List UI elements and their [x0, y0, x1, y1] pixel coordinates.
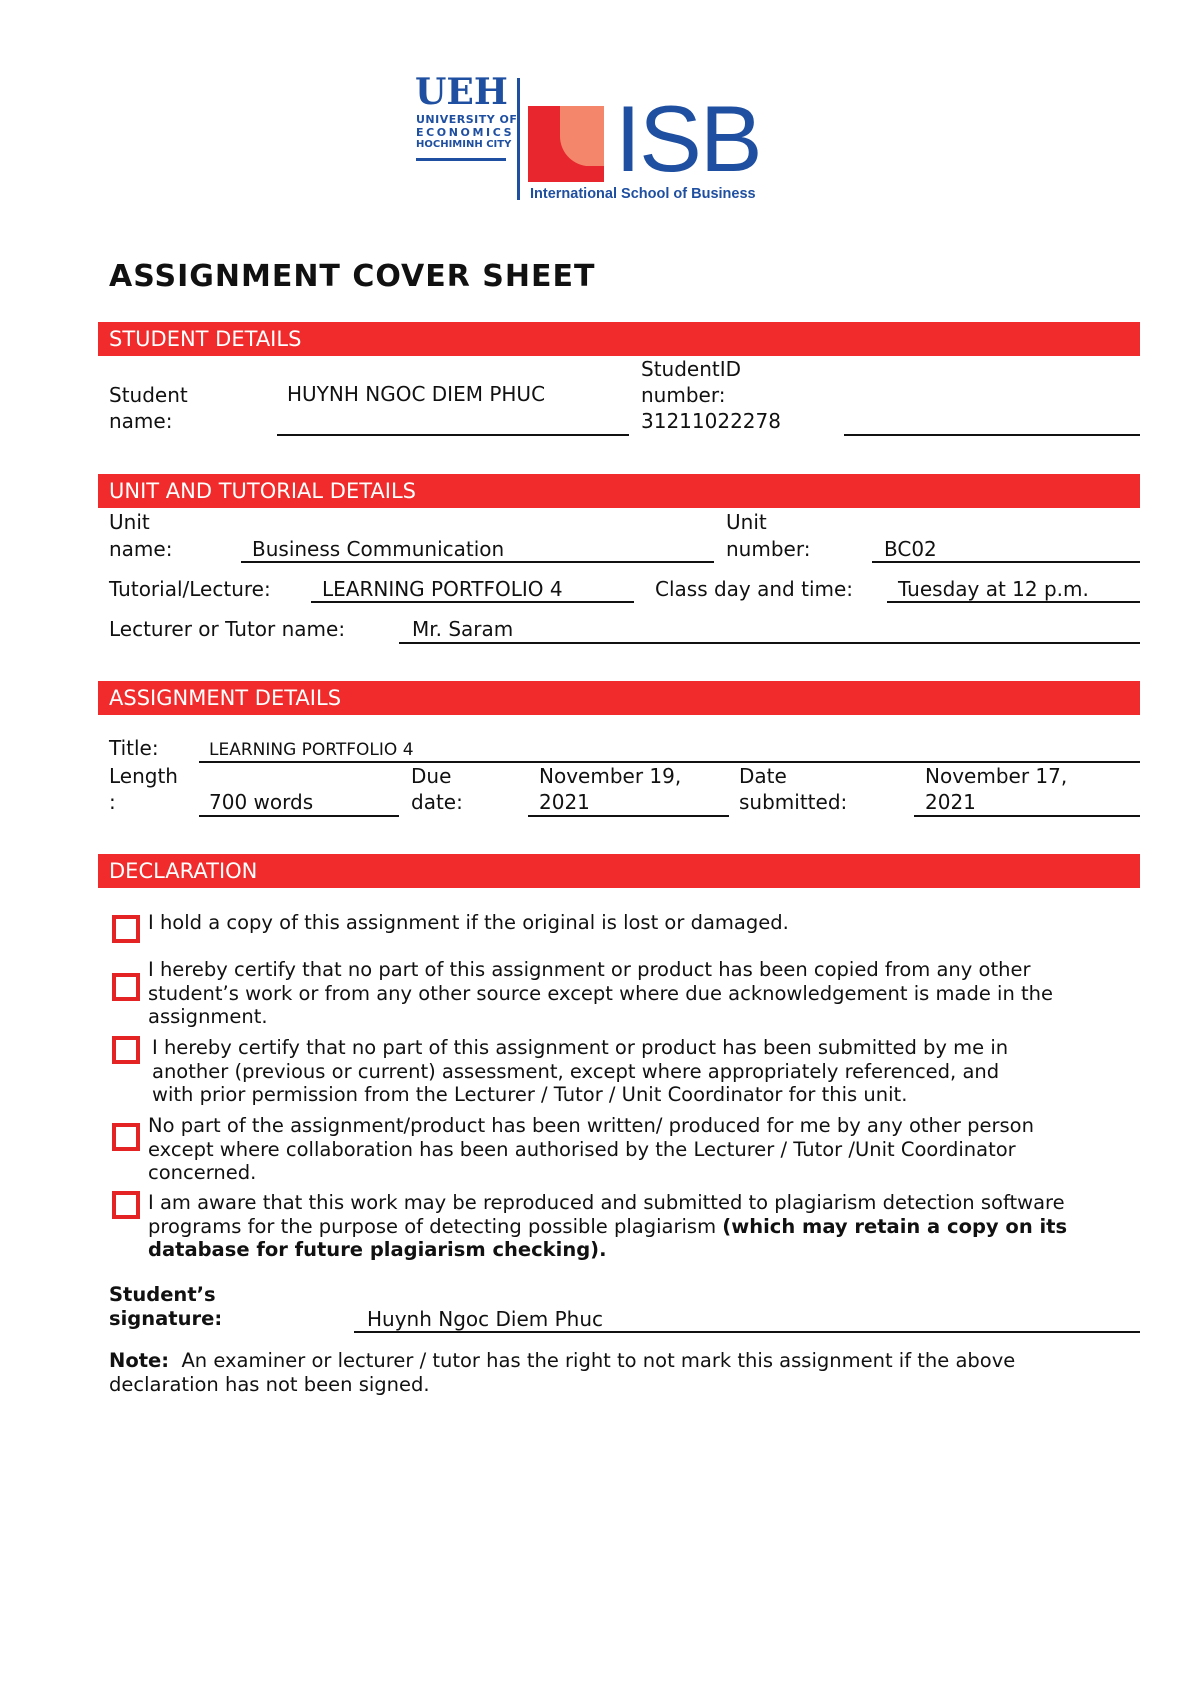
note-label: Note:	[109, 1349, 170, 1372]
due-date-label-1: Due	[411, 764, 452, 788]
tutorial-value[interactable]: LEARNING PORTFOLIO 4	[322, 577, 563, 601]
declaration-checkbox-4[interactable]	[112, 1123, 140, 1151]
declaration-checkbox-3[interactable]	[112, 1036, 140, 1064]
tutorial-underline	[311, 601, 634, 603]
ueh-mark: UEH	[415, 71, 508, 113]
date-submitted-label-1: Date	[739, 764, 787, 788]
due-date-label-2: date:	[411, 790, 463, 814]
class-time-underline	[887, 601, 1140, 603]
due-date-value-2[interactable]: 2021	[539, 790, 590, 814]
declaration-item-2-line-3: assignment.	[148, 1005, 268, 1028]
due-date-value-1[interactable]: November 19,	[539, 764, 682, 788]
declaration-item-3-line-1: I hereby certify that no part of this assignment or product has been submitted by me in	[152, 1036, 1009, 1059]
length-label-2: :	[109, 790, 116, 814]
student-name-label-1: Student	[109, 383, 188, 407]
unit-name-value[interactable]: Business Communication	[252, 537, 505, 561]
unit-name-underline	[241, 561, 714, 563]
declaration-item-2-line-2: student’s work or from any other source except where due acknowledgement is made in the	[148, 981, 1054, 1005]
student-id-label-2: number:	[641, 383, 726, 407]
page-title: ASSIGNMENT COVER SHEET	[109, 259, 596, 294]
tutorial-label: Tutorial/Lecture:	[109, 577, 271, 601]
class-time-label: Class day and time:	[655, 577, 854, 601]
signature-underline	[354, 1331, 1140, 1333]
student-id-label-1: StudentID	[641, 357, 742, 381]
student-id-value[interactable]: 31211022278	[641, 409, 781, 433]
declaration-checkbox-2[interactable]	[112, 973, 140, 1001]
declaration-item-4	[148, 1114, 1034, 1185]
ueh-line-2: ECONOMICS	[416, 126, 515, 139]
declaration-item-3-line-2: another (previous or current) assessment, except where appropriately referenced, and	[152, 1059, 1000, 1083]
ueh-underline	[416, 158, 506, 161]
logo-divider	[517, 78, 520, 200]
declaration-item-5-line-1: I am aware that this work may be reproduced and submitted to plagiarism detection software	[148, 1191, 1065, 1214]
date-submitted-label-2: submitted:	[739, 790, 848, 814]
student-details-header: STUDENT DETAILS	[98, 322, 1140, 356]
declaration-item-5-line-2a: programs for the purpose of detecting possible plagiarism	[148, 1214, 723, 1238]
student-name-value[interactable]: HUYNH NGOC DIEM PHUC	[287, 382, 546, 406]
lecturer-underline	[399, 642, 1140, 644]
unit-number-label-2: number:	[726, 537, 811, 561]
assignment-title-label: Title:	[109, 736, 159, 760]
declaration-item-5-line-2b: (which may retain a copy on its	[722, 1214, 1068, 1238]
declaration-item-5-line-2	[148, 1215, 1067, 1239]
date-submitted-underline	[914, 815, 1140, 817]
length-value[interactable]: 700 words	[209, 790, 314, 814]
student-name-underline	[277, 434, 629, 436]
student-id-underline	[844, 434, 1140, 436]
declaration-item-4-line-2: except where collaboration has been authorised by the Lecturer / Tutor /Unit Coordinator	[148, 1137, 1016, 1161]
isb-subtitle: International School of Business	[530, 186, 756, 202]
note	[109, 1349, 1015, 1396]
unit-name-label-2: name:	[109, 537, 173, 561]
ueh-line-3: HOCHIMINH CITY	[416, 139, 512, 150]
date-submitted-value-2[interactable]: 2021	[925, 790, 976, 814]
unit-number-value[interactable]: BC02	[884, 537, 937, 561]
declaration-checkbox-5[interactable]	[112, 1191, 140, 1219]
declaration-item-3	[152, 1036, 1008, 1107]
isb-mark: ISB	[615, 86, 761, 191]
date-submitted-value-1[interactable]: November 17,	[925, 764, 1068, 788]
signature-value[interactable]: Huynh Ngoc Diem Phuc	[367, 1307, 604, 1331]
assignment-title-value[interactable]: LEARNING PORTFOLIO 4	[209, 740, 414, 760]
lecturer-label: Lecturer or Tutor name:	[109, 617, 346, 641]
declaration-header: DECLARATION	[98, 854, 1140, 888]
declaration-checkbox-1[interactable]	[112, 915, 140, 943]
ueh-line-1: UNIVERSITY OF	[416, 113, 518, 126]
declaration-item-5	[148, 1191, 1067, 1262]
student-name-label-2: name:	[109, 409, 173, 433]
unit-number-label-1: Unit	[726, 510, 767, 534]
note-text-line-2: declaration has not been signed.	[109, 1372, 430, 1396]
class-time-value[interactable]: Tuesday at 12 p.m.	[898, 577, 1089, 601]
unit-details-header: UNIT AND TUTORIAL DETAILS	[98, 474, 1140, 508]
signature-label-1: Student’s	[109, 1283, 216, 1306]
declaration-item-1: I hold a copy of this assignment if the original is lost or damaged.	[148, 911, 789, 934]
unit-number-underline	[872, 561, 1140, 563]
length-label-1: Length	[109, 764, 178, 788]
note-text-line-1: An examiner or lecturer / tutor has the right to not mark this assignment if the above	[181, 1349, 1016, 1372]
declaration-item-2-line-1: I hereby certify that no part of this assignment or product has been copied from any other	[148, 958, 1031, 981]
declaration-item-4-line-3: concerned.	[148, 1161, 257, 1184]
signature-label-2: signature:	[109, 1307, 223, 1330]
isb-emblem-icon	[528, 102, 608, 182]
declaration-item-3-line-3: with prior permission from the Lecturer / Tutor / Unit Coordinator for this unit.	[152, 1083, 908, 1106]
lecturer-value[interactable]: Mr. Saram	[412, 617, 514, 641]
unit-name-label-1: Unit	[109, 510, 150, 534]
declaration-item-2	[148, 958, 1053, 1029]
length-underline	[199, 815, 399, 817]
declaration-item-5-line-3: database for future plagiarism checking).	[148, 1238, 607, 1261]
declaration-item-4-line-1: No part of the assignment/product has been written/ produced for me by any other person	[148, 1114, 1034, 1137]
assignment-details-header: ASSIGNMENT DETAILS	[98, 681, 1140, 715]
due-date-underline	[528, 815, 729, 817]
